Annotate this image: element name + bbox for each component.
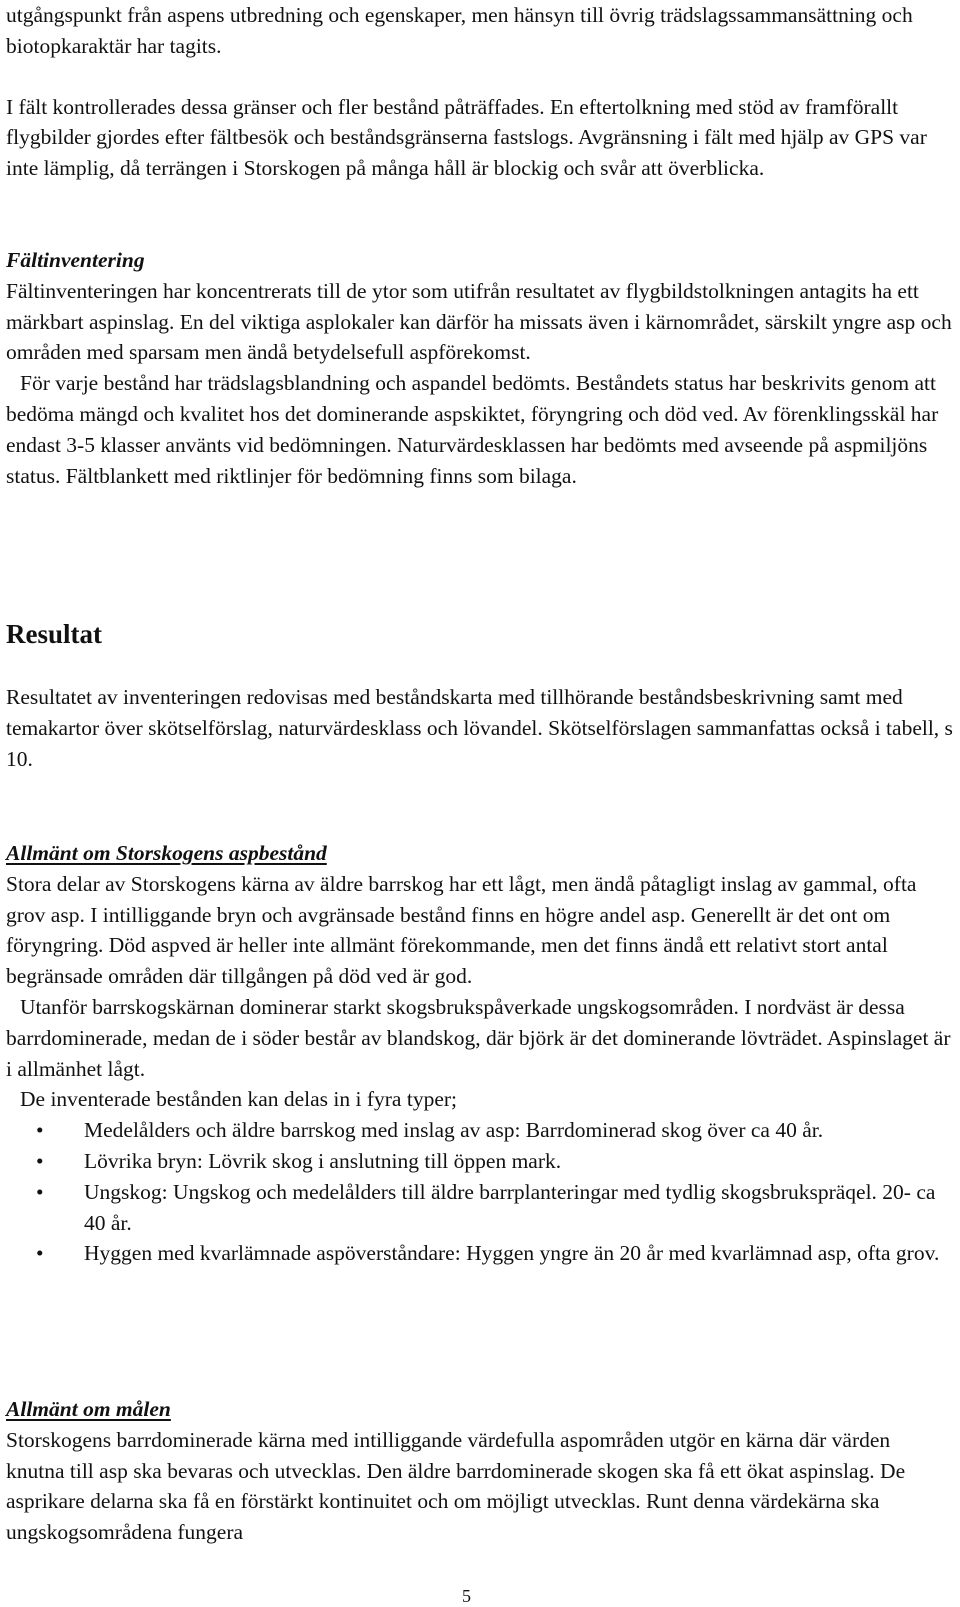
resultat-section [6,618,954,774]
list-item [6,1238,954,1269]
bullet-icon: • [36,1179,44,1204]
faltinventering-heading: Fältinventering [6,248,145,272]
list-item-text: Ungskog: Ungskog och medelålders till äldre barrplanteringar med tydlig skogsbrukspräqel. 20- ca 40 år. [84,1179,936,1235]
bullet-icon: • [36,1148,44,1173]
list-item-text: Lövrika bryn: Lövrik skog i anslutning till öppen mark. [84,1148,562,1173]
list-item [6,1146,954,1177]
bullet-icon: • [36,1241,44,1266]
allmant-asp-section [6,838,954,1269]
allmant-malen-section [6,1394,954,1548]
intro-paragraph-1: utgångspunkt från aspens utbredning och egenskaper, men hänsyn till övrig trädslagssammansättning och biotopkaraktär har tagits. [6,3,913,58]
allmant-asp-paragraph-2: Utanför barrskogskärnan dominerar starkt skogsbrukspåverkade ungskogsområden. I nordväst är dessa barrdominerade, medan de i söder består av blandskog, där björk är det dominerande lövträdet. Aspinslaget är i allmänhet lågt. [6,994,951,1081]
resultat-heading: Resultat [6,619,102,649]
resultat-paragraph: Resultatet av inventeringen redovisas med beståndskarta med tillhörande beståndsbeskrivning samt med temakartor över skötselförslag, naturvärdesklass och lövandel. Skötselförslagen sammanfattas också i tabell, s 10. [6,685,953,771]
list-item-text: Medelålders och äldre barrskog med inslag av asp: Barrdominerad skog över ca 40 år. [84,1118,824,1143]
list-item [6,1177,954,1239]
faltinventering-section [6,245,954,491]
page-number: 5 [462,1586,471,1606]
bestandstyper-list [6,1115,954,1269]
allmant-asp-heading: Allmänt om Storskogens aspbestånd [6,841,327,865]
intro-paragraph-2: I fält kontrollerades dessa gränser och fler bestånd påträffades. En eftertolkning med stöd av framförallt flygbilder gjordes efter fältbesök och beståndsgränserna fastslogs. Avgränsning i fält med hjälp av GPS var inte lämplig, då terrängen i Storskogen på många håll är blockig och svår att överblicka. [6,94,927,181]
allmant-malen-paragraph: Storskogens barrdominerade kärna med intilliggande värdefulla aspområden utgör en kärna där värden knutna till asp ska bevaras och utvecklas. Den äldre barrdominerade skogen ska få ett ökat aspinslag. De asprikare delarna ska få en förstärkt kontinuitet och om möjligt utvecklas. Runt denna värdekärna ska ungskogsområdena fungera [6,1427,906,1545]
allmant-malen-heading: Allmänt om målen [6,1397,171,1421]
faltinventering-paragraph-1: Fältinventeringen har koncentrerats till de ytor som utifrån resultatet av flygbildstolkningen antagits ha ett märkbart aspinslag. En del viktiga asplokaler kan därför ha missats även i kärnområdet, särskilt yngre asp och områden med sparsam men ändå betydelsefull aspförekomst. [6,278,952,365]
allmant-asp-paragraph-3: De inventerade bestånden kan delas in i fyra typer; [20,1087,457,1112]
bullet-icon: • [36,1118,44,1143]
allmant-asp-paragraph-1: Stora delar av Storskogens kärna av äldre barrskog har ett lågt, men ändå påtagligt inslag av gammal, ofta grov asp. I intilliggande bryn och avgränsade bestånd finns en högre andel asp. Generellt är det ont om föryngring. Död aspved är heller inte allmänt förekommande, men det finns ändå ett relativt stort antal begränsade områden där tillgången på död ved är god. [6,871,917,989]
intro-section [6,0,954,184]
list-item [6,1115,954,1146]
list-item-text: Hyggen med kvarlämnade aspöverståndare: Hyggen yngre än 20 år med kvarlämnad asp, ofta grov. [84,1241,940,1266]
faltinventering-paragraph-2: För varje bestånd har trädslagsblandning och aspandel bedömts. Beståndets status har beskrivits genom att bedöma mängd och kvalitet hos det dominerande aspskiktet, föryngring och död ved. Av förenklingsskäl har endast 3-5 klasser använts vid bedömningen. Naturvärdesklassen har bedömts med avseende på aspmiljöns status. Fältblankett med riktlinjer för bedömning finns som bilaga. [6,371,939,488]
